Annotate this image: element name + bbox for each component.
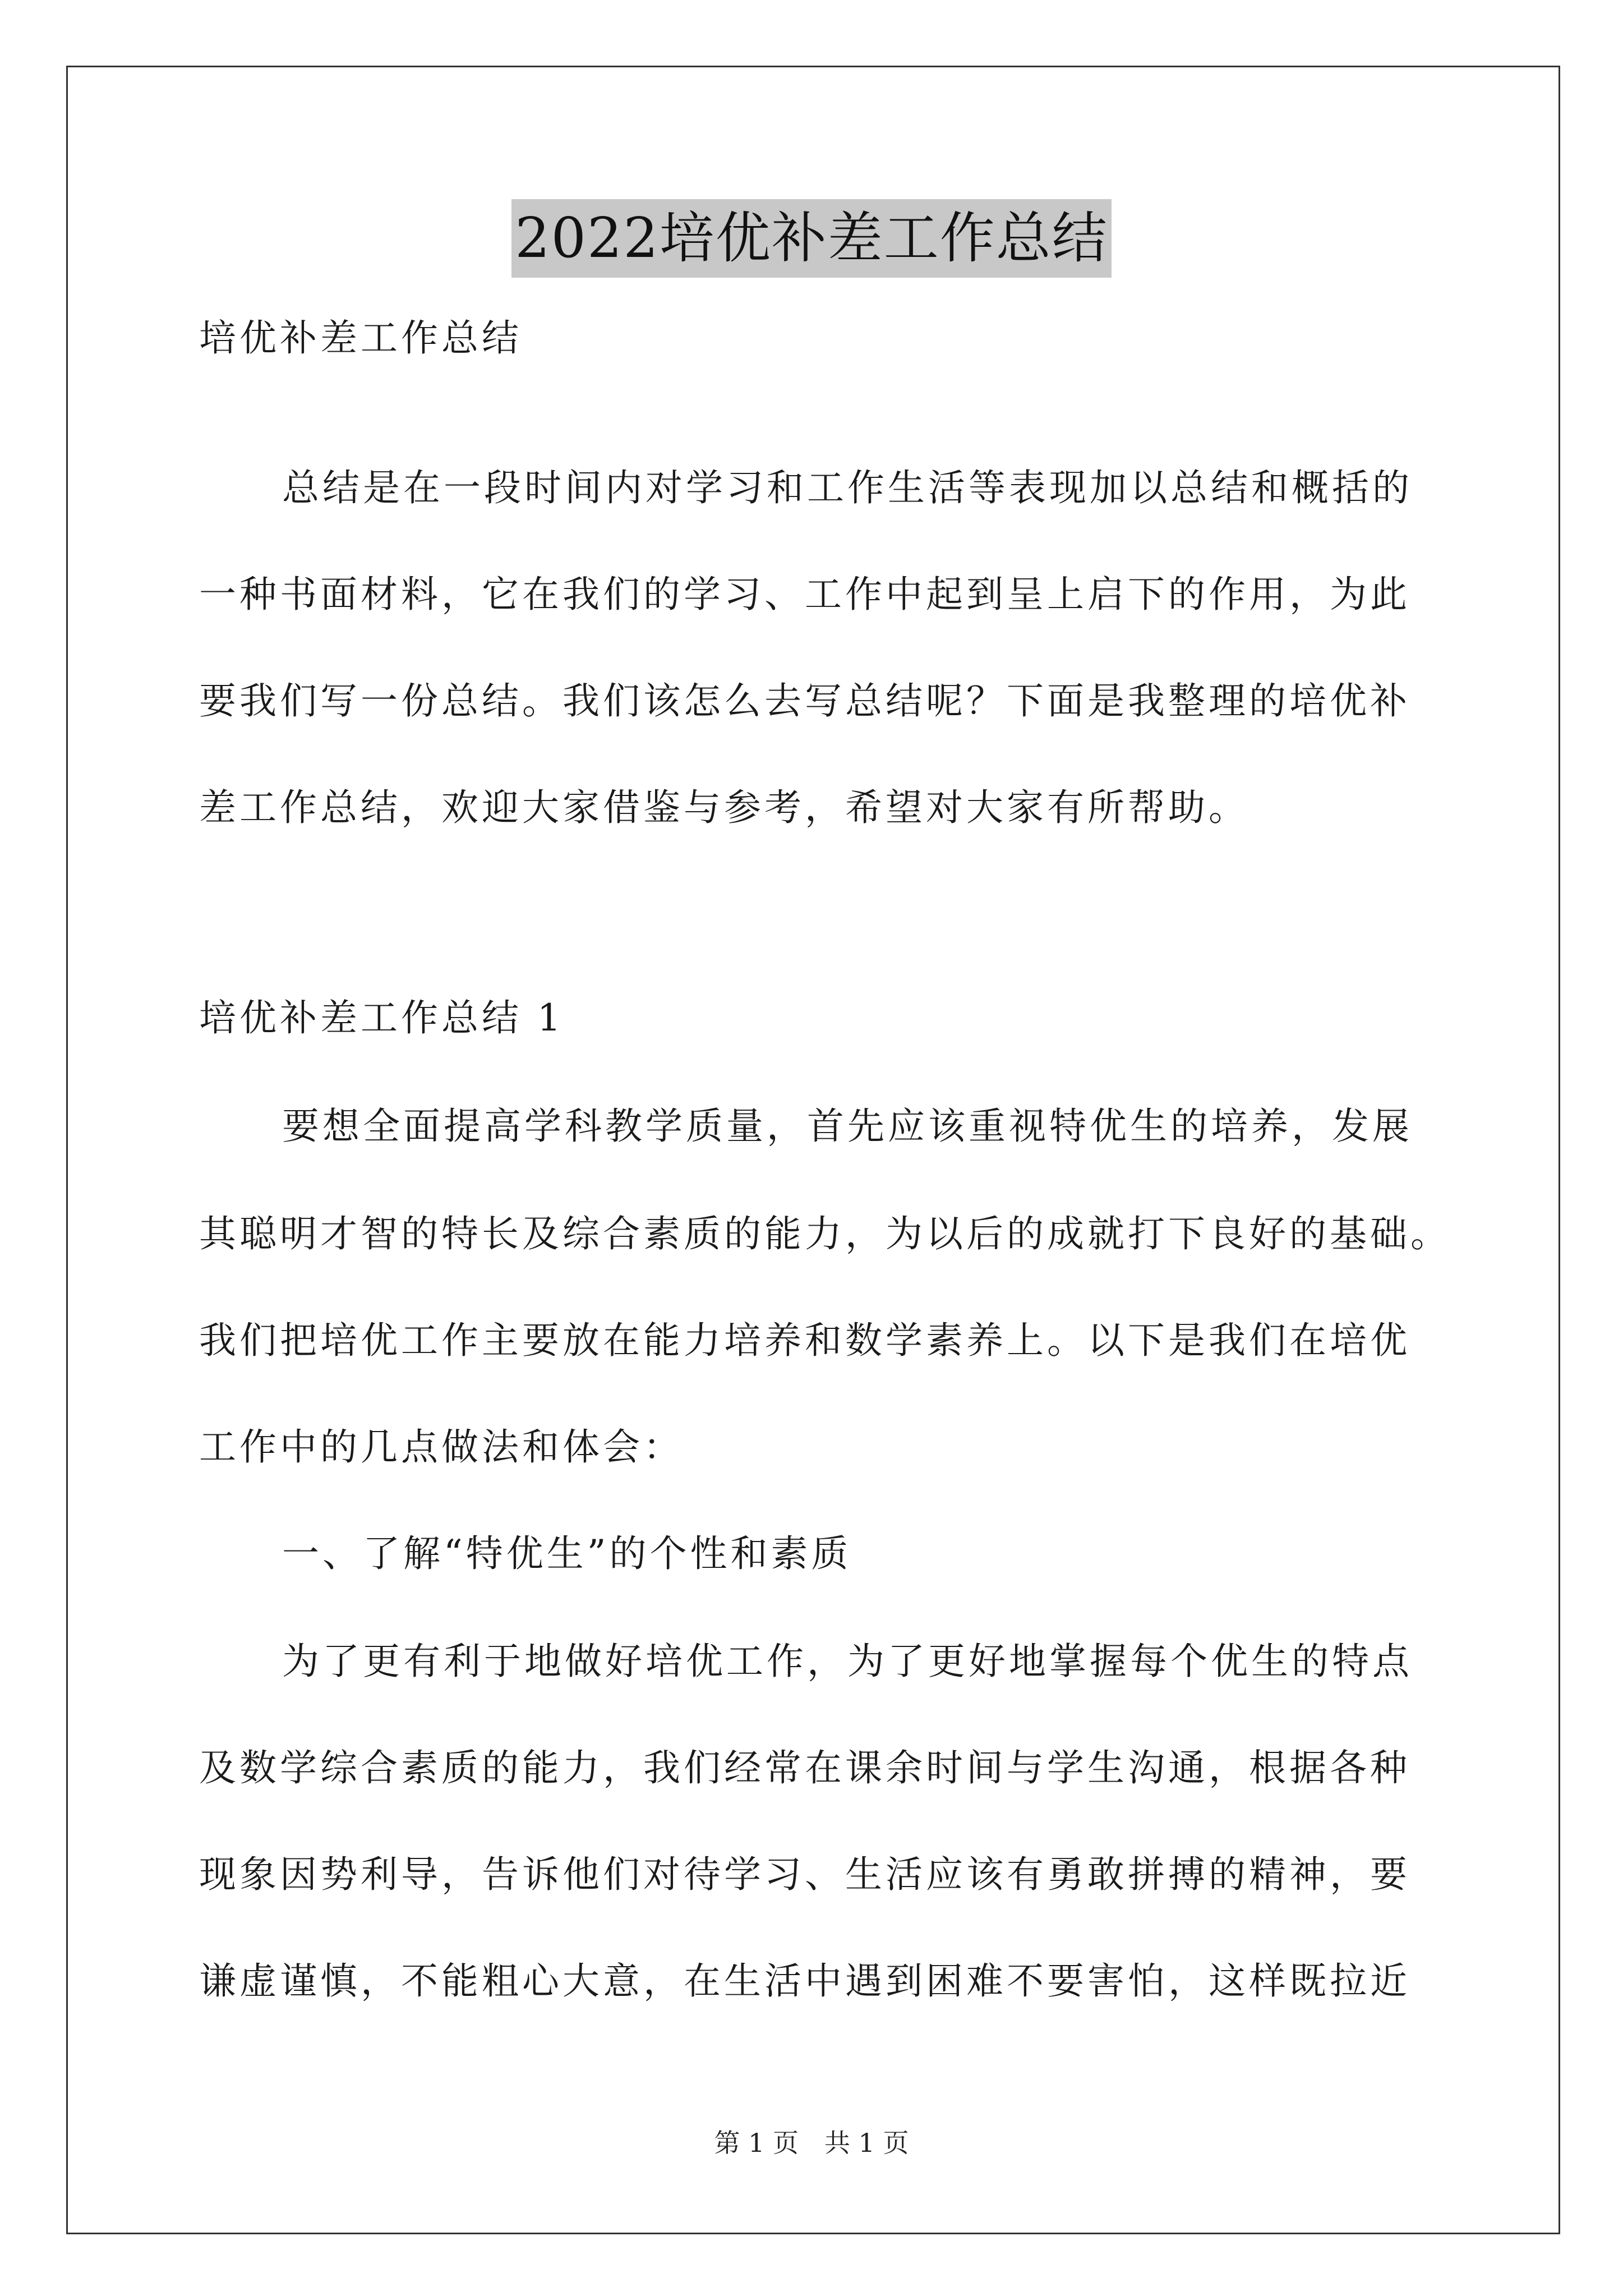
paragraph-line: 为了更有利于地做好培优工作，为了更好地掌握每个优生的特点 [282, 1640, 1413, 1683]
subsection-heading: 一、了解“特优生”的个性和素质 [282, 1532, 852, 1575]
section-heading: 培优补差工作总结 1 [199, 996, 564, 1039]
paragraph-line: 我们把培优工作主要放在能力培养和数学素养上。以下是我们在培优 [199, 1319, 1410, 1362]
paragraph-line: 一种书面材料，它在我们的学习、工作中起到呈上启下的作用，为此 [199, 573, 1410, 616]
page-border [66, 66, 1560, 2234]
paragraph-line: 差工作总结，欢迎大家借鉴与参考，希望对大家有所帮助。 [199, 786, 1249, 829]
paragraph-line: 谦虚谨慎，不能粗心大意，在生活中遇到困难不要害怕，这样既拉近 [199, 1959, 1410, 2003]
paragraph-line: 及数学综合素质的能力，我们经常在课余时间与学生沟通，根据各种 [199, 1746, 1410, 1789]
paragraph-line: 总结是在一段时间内对学习和工作生活等表现加以总结和概括的 [282, 466, 1413, 509]
page-footer: 第 1 页 共 1 页 [714, 2128, 909, 2158]
document-title: 2022培优补差工作总结 [511, 199, 1111, 278]
paragraph-line: 要我们写一份总结。我们该怎么去写总结呢？下面是我整理的培优补 [199, 679, 1410, 723]
paragraph-line: 要想全面提高学科教学质量，首先应该重视特优生的培养，发展 [282, 1105, 1413, 1148]
paragraph-line: 其聪明才智的特长及综合素质的能力，为以后的成就打下良好的基础。 [199, 1212, 1451, 1255]
title-container [0, 199, 1623, 278]
paragraph-line: 现象因势利导，告诉他们对待学习、生活应该有勇敢拼搏的精神，要 [199, 1853, 1410, 1896]
paragraph-line: 工作中的几点做法和体会： [199, 1425, 684, 1469]
subtitle-line: 培优补差工作总结 [199, 316, 522, 360]
